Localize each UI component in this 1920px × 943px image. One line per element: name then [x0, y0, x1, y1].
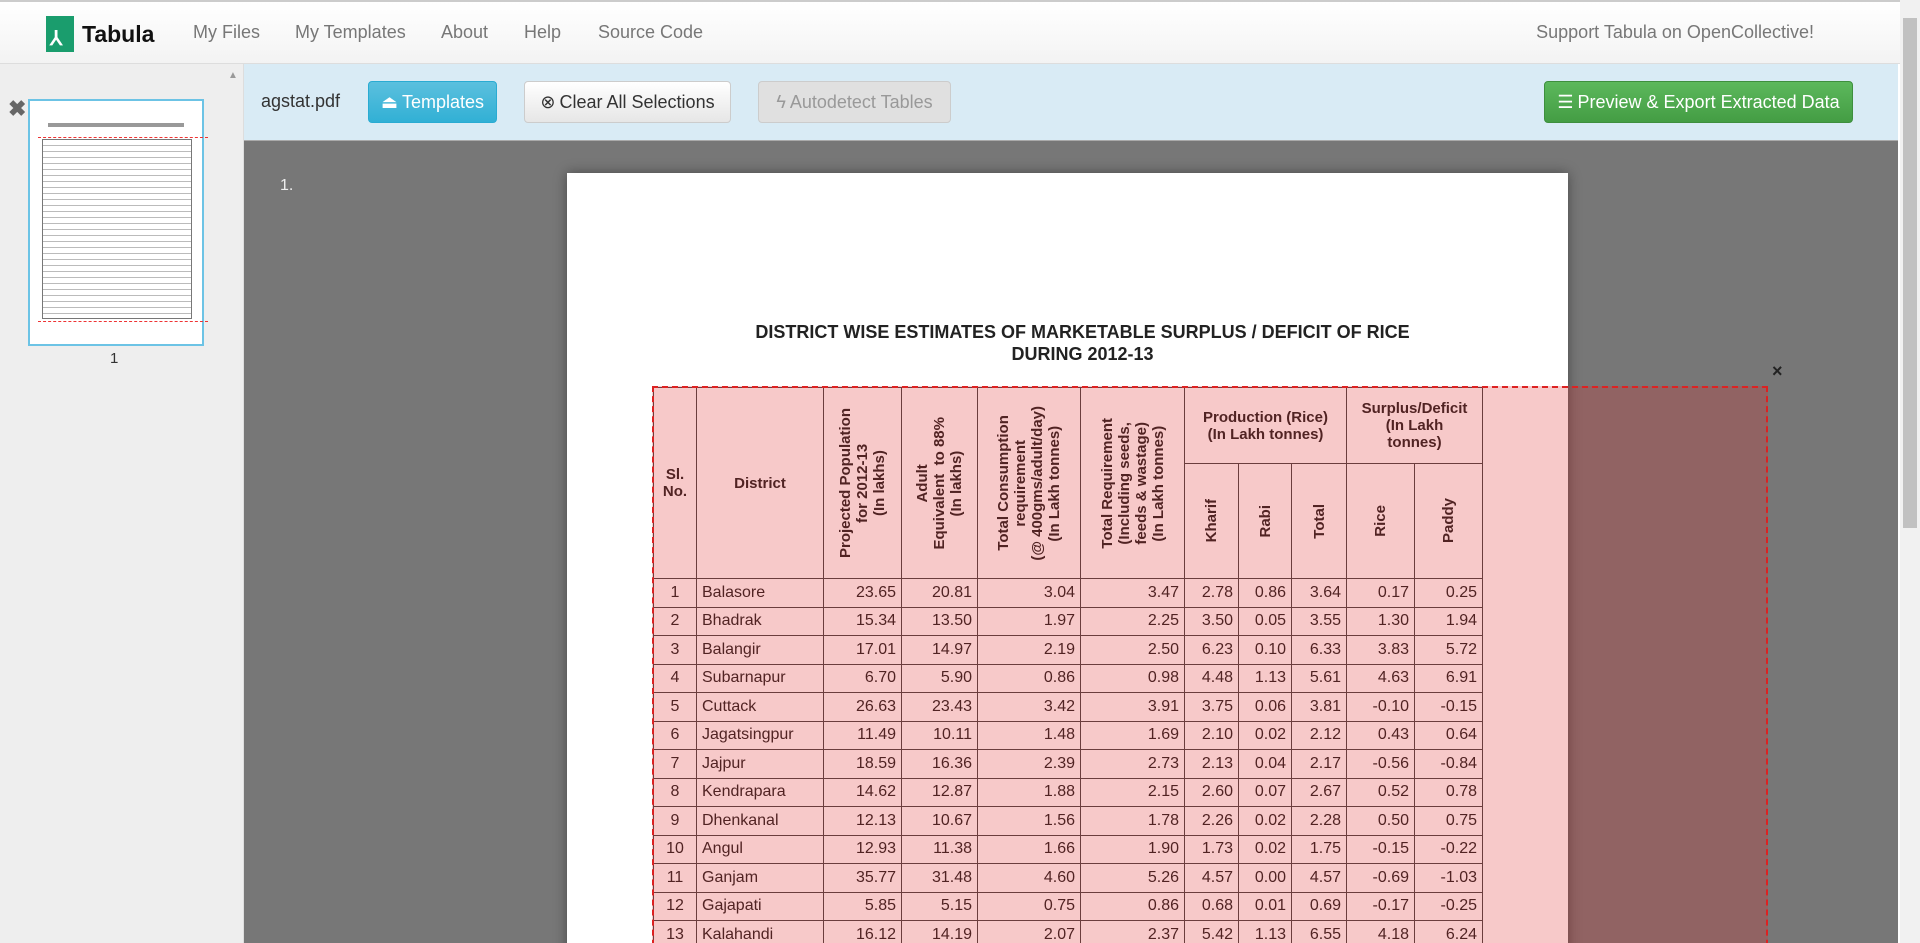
- cell-district: Jagatsingpur: [697, 721, 824, 750]
- cell-value: -0.10: [1347, 693, 1415, 722]
- cell-value: -0.15: [1347, 835, 1415, 864]
- circle-x-icon: ⊗: [540, 91, 556, 112]
- table-selection-area[interactable]: [652, 386, 1768, 943]
- cell-sl: 9: [654, 807, 697, 836]
- cell-value: -0.15: [1415, 693, 1483, 722]
- cell-sl: 10: [654, 835, 697, 864]
- title-line-1: DISTRICT WISE ESTIMATES OF MARKETABLE SURPLUS / DEFICIT OF RICE: [755, 322, 1410, 342]
- cell-value: -0.69: [1347, 864, 1415, 893]
- cell-value: -0.84: [1415, 750, 1483, 779]
- cell-value: 3.81: [1292, 693, 1347, 722]
- cell-district: Dhenkanal: [697, 807, 824, 836]
- cell-value: 0.75: [1415, 807, 1483, 836]
- cell-value: 4.18: [1347, 921, 1415, 943]
- header-district: District: [697, 388, 824, 579]
- selection-close-icon[interactable]: ×: [1772, 361, 1783, 381]
- cell-district: Bhadrak: [697, 607, 824, 636]
- cell-value: 0.86: [978, 664, 1081, 693]
- cell-value: 23.43: [902, 693, 978, 722]
- window-scrollbar[interactable]: [1900, 0, 1920, 943]
- cell-district: Kendrapara: [697, 778, 824, 807]
- cell-value: 11.49: [824, 721, 902, 750]
- cell-value: 0.43: [1347, 721, 1415, 750]
- cell-value: 12.13: [824, 807, 902, 836]
- cell-value: 6.33: [1292, 636, 1347, 665]
- cell-value: -0.56: [1347, 750, 1415, 779]
- cell-value: 6.55: [1292, 921, 1347, 943]
- toolbar: [244, 64, 1898, 141]
- cell-value: 1.78: [1081, 807, 1185, 836]
- header-rabi: Rabi: [1239, 464, 1292, 579]
- scrollbar-thumb[interactable]: [1903, 18, 1917, 528]
- cell-value: 3.50: [1185, 607, 1239, 636]
- cell-value: 3.55: [1292, 607, 1347, 636]
- brand-name: Tabula: [82, 20, 155, 47]
- cell-sl: 1: [654, 579, 697, 608]
- templates-button[interactable]: [368, 81, 497, 123]
- cell-value: 5.72: [1415, 636, 1483, 665]
- cell-district: Jajpur: [697, 750, 824, 779]
- cell-value: 2.39: [978, 750, 1081, 779]
- lightning-icon: ϟ: [776, 91, 786, 112]
- cell-value: 0.02: [1239, 835, 1292, 864]
- cell-value: 0.50: [1347, 807, 1415, 836]
- nav-my-files[interactable]: My Files: [193, 22, 260, 42]
- header-surplus: Surplus/Deficit (In Lakh tonnes): [1347, 388, 1483, 464]
- cell-value: 1.48: [978, 721, 1081, 750]
- cell-value: 12.93: [824, 835, 902, 864]
- cell-value: 2.15: [1081, 778, 1185, 807]
- cell-value: 0.01: [1239, 892, 1292, 921]
- cell-value: 6.23: [1185, 636, 1239, 665]
- pdf-viewer: [244, 141, 1898, 943]
- clear-label: Clear All Selections: [559, 91, 715, 112]
- cell-value: 0.68: [1185, 892, 1239, 921]
- cell-value: 12.87: [902, 778, 978, 807]
- cell-sl: 7: [654, 750, 697, 779]
- cell-value: 5.90: [902, 664, 978, 693]
- header-kharif: Kharif: [1185, 464, 1239, 579]
- cell-value: 17.01: [824, 636, 902, 665]
- cell-value: 0.75: [978, 892, 1081, 921]
- cell-value: 2.25: [1081, 607, 1185, 636]
- cell-value: 6.24: [1415, 921, 1483, 943]
- cell-value: 2.73: [1081, 750, 1185, 779]
- cell-value: 4.57: [1185, 864, 1239, 893]
- cell-value: 3.47: [1081, 579, 1185, 608]
- cell-sl: 11: [654, 864, 697, 893]
- cell-value: 10.11: [902, 721, 978, 750]
- list-icon: ☰: [1557, 91, 1574, 112]
- cell-value: 5.15: [902, 892, 978, 921]
- cell-value: 1.90: [1081, 835, 1185, 864]
- cell-value: 13.50: [902, 607, 978, 636]
- cell-value: 2.07: [978, 921, 1081, 943]
- header-paddy: Paddy: [1415, 464, 1483, 579]
- cell-value: 1.56: [978, 807, 1081, 836]
- templates-label: Templates: [401, 91, 485, 112]
- templates-icon: ⏏: [380, 91, 398, 112]
- cell-value: 2.10: [1185, 721, 1239, 750]
- cell-value: 1.97: [978, 607, 1081, 636]
- cell-value: 3.91: [1081, 693, 1185, 722]
- document-title: [567, 321, 1568, 365]
- cell-value: 0.52: [1347, 778, 1415, 807]
- cell-value: 4.57: [1292, 864, 1347, 893]
- header-consumption: Total Consumption requirement (@ 400gms/adult/day) (In Lakh tonnes): [978, 388, 1081, 579]
- header-population: Projected Population for 2012-13 (In lakhs): [824, 388, 902, 579]
- cell-value: 5.26: [1081, 864, 1185, 893]
- cell-value: 0.06: [1239, 693, 1292, 722]
- nav-source-code[interactable]: Source Code: [598, 22, 704, 42]
- cell-value: 0.64: [1415, 721, 1483, 750]
- cell-value: 1.73: [1185, 835, 1239, 864]
- cell-value: 11.38: [902, 835, 978, 864]
- cell-value: 10.67: [902, 807, 978, 836]
- autodetect-label: Autodetect Tables: [789, 91, 933, 112]
- page-label: 1.: [280, 177, 294, 194]
- scroll-up-arrow-icon[interactable]: ▲: [228, 70, 238, 81]
- thumbnail-title: [48, 123, 184, 127]
- filename: agstat.pdf: [261, 91, 341, 111]
- autodetect-tables-button[interactable]: [758, 81, 951, 123]
- cell-district: Angul: [697, 835, 824, 864]
- cell-value: 1.13: [1239, 664, 1292, 693]
- header-requirement: Total Requirement (Including seeds, feeds & wastage) (In Lakh tonnes): [1081, 388, 1185, 579]
- cell-sl: 2: [654, 607, 697, 636]
- header-total: Total: [1292, 464, 1347, 579]
- cell-value: 1.13: [1239, 921, 1292, 943]
- cell-value: 0.69: [1292, 892, 1347, 921]
- cell-value: 2.12: [1292, 721, 1347, 750]
- cell-value: 3.04: [978, 579, 1081, 608]
- nav-my-templates[interactable]: My Templates: [295, 22, 406, 42]
- cell-value: -0.22: [1415, 835, 1483, 864]
- cell-value: -0.17: [1347, 892, 1415, 921]
- cell-value: 2.13: [1185, 750, 1239, 779]
- cell-district: Balasore: [697, 579, 824, 608]
- nav-help[interactable]: Help: [524, 22, 562, 42]
- brand[interactable]: [46, 16, 154, 52]
- cell-value: 14.97: [902, 636, 978, 665]
- cell-district: Cuttack: [697, 693, 824, 722]
- cell-value: 1.69: [1081, 721, 1185, 750]
- cell-value: 1.75: [1292, 835, 1347, 864]
- cell-value: 2.28: [1292, 807, 1347, 836]
- cell-value: 5.61: [1292, 664, 1347, 693]
- support-link[interactable]: Support Tabula on OpenCollective!: [1536, 22, 1814, 42]
- cell-sl: 5: [654, 693, 697, 722]
- export-label: Preview & Export Extracted Data: [1577, 91, 1840, 112]
- cell-value: 31.48: [902, 864, 978, 893]
- header-adult: Adult Equivalent to 88% (In lakhs): [902, 388, 978, 579]
- cell-sl: 8: [654, 778, 697, 807]
- cell-value: 1.30: [1347, 607, 1415, 636]
- cell-district: Balangir: [697, 636, 824, 665]
- cell-value: 2.26: [1185, 807, 1239, 836]
- cell-value: 35.77: [824, 864, 902, 893]
- thumbnail-page-number: 1: [110, 350, 119, 367]
- cell-value: 6.70: [824, 664, 902, 693]
- cell-value: 0.78: [1415, 778, 1483, 807]
- cell-value: 0.04: [1239, 750, 1292, 779]
- cell-value: 2.37: [1081, 921, 1185, 943]
- cell-value: 0.02: [1239, 807, 1292, 836]
- cell-value: 0.25: [1415, 579, 1483, 608]
- navbar: [0, 0, 1900, 64]
- cell-value: 0.10: [1239, 636, 1292, 665]
- cell-value: 5.85: [824, 892, 902, 921]
- cell-value: 16.36: [902, 750, 978, 779]
- cell-sl: 3: [654, 636, 697, 665]
- tabula-logo-icon: ⅄: [46, 16, 74, 52]
- cell-district: Ganjam: [697, 864, 824, 893]
- cell-district: Subarnapur: [697, 664, 824, 693]
- cell-value: 6.91: [1415, 664, 1483, 693]
- header-production: Production (Rice) (In Lakh tonnes): [1185, 388, 1347, 464]
- cell-value: 4.63: [1347, 664, 1415, 693]
- cell-district: Kalahandi: [697, 921, 824, 943]
- cell-value: 18.59: [824, 750, 902, 779]
- cell-value: 1.66: [978, 835, 1081, 864]
- cell-value: 2.17: [1292, 750, 1347, 779]
- cell-value: 0.00: [1239, 864, 1292, 893]
- cell-value: 4.48: [1185, 664, 1239, 693]
- cell-value: 1.94: [1415, 607, 1483, 636]
- cell-value: -1.03: [1415, 864, 1483, 893]
- cell-sl: 13: [654, 921, 697, 943]
- cell-value: 0.17: [1347, 579, 1415, 608]
- cell-value: 20.81: [902, 579, 978, 608]
- cell-value: 0.86: [1239, 579, 1292, 608]
- cell-value: 3.83: [1347, 636, 1415, 665]
- header-sl: Sl. No.: [654, 388, 697, 579]
- cell-value: 14.62: [824, 778, 902, 807]
- cell-value: 3.75: [1185, 693, 1239, 722]
- cell-value: 0.86: [1081, 892, 1185, 921]
- nav-about[interactable]: About: [441, 22, 489, 42]
- thumbnail-selection: [38, 137, 208, 322]
- page-thumbnail[interactable]: [28, 99, 204, 346]
- cell-value: 1.88: [978, 778, 1081, 807]
- cell-value: 0.02: [1239, 721, 1292, 750]
- page-thumbnails-sidebar: [0, 64, 244, 943]
- cell-value: 5.42: [1185, 921, 1239, 943]
- cell-value: 2.50: [1081, 636, 1185, 665]
- cell-value: 2.67: [1292, 778, 1347, 807]
- cell-value: 26.63: [824, 693, 902, 722]
- title-line-2: DURING 2012-13: [1011, 344, 1154, 364]
- cell-value: 14.19: [902, 921, 978, 943]
- clear-all-selections-button[interactable]: [524, 81, 731, 123]
- cell-sl: 4: [654, 664, 697, 693]
- cell-value: 15.34: [824, 607, 902, 636]
- cell-value: 0.07: [1239, 778, 1292, 807]
- cell-value: 0.98: [1081, 664, 1185, 693]
- cell-value: 23.65: [824, 579, 902, 608]
- cell-value: 2.19: [978, 636, 1081, 665]
- cell-value: -0.25: [1415, 892, 1483, 921]
- cell-value: 3.42: [978, 693, 1081, 722]
- cell-value: 2.78: [1185, 579, 1239, 608]
- cell-value: 3.64: [1292, 579, 1347, 608]
- cell-sl: 12: [654, 892, 697, 921]
- cell-district: Gajapati: [697, 892, 824, 921]
- remove-page-close-icon[interactable]: ✖: [8, 96, 27, 121]
- cell-value: 16.12: [824, 921, 902, 943]
- cell-value: 0.05: [1239, 607, 1292, 636]
- preview-export-button[interactable]: [1544, 81, 1853, 123]
- cell-value: 4.60: [978, 864, 1081, 893]
- cell-value: 2.60: [1185, 778, 1239, 807]
- header-rice: Rice: [1347, 464, 1415, 579]
- cell-sl: 6: [654, 721, 697, 750]
